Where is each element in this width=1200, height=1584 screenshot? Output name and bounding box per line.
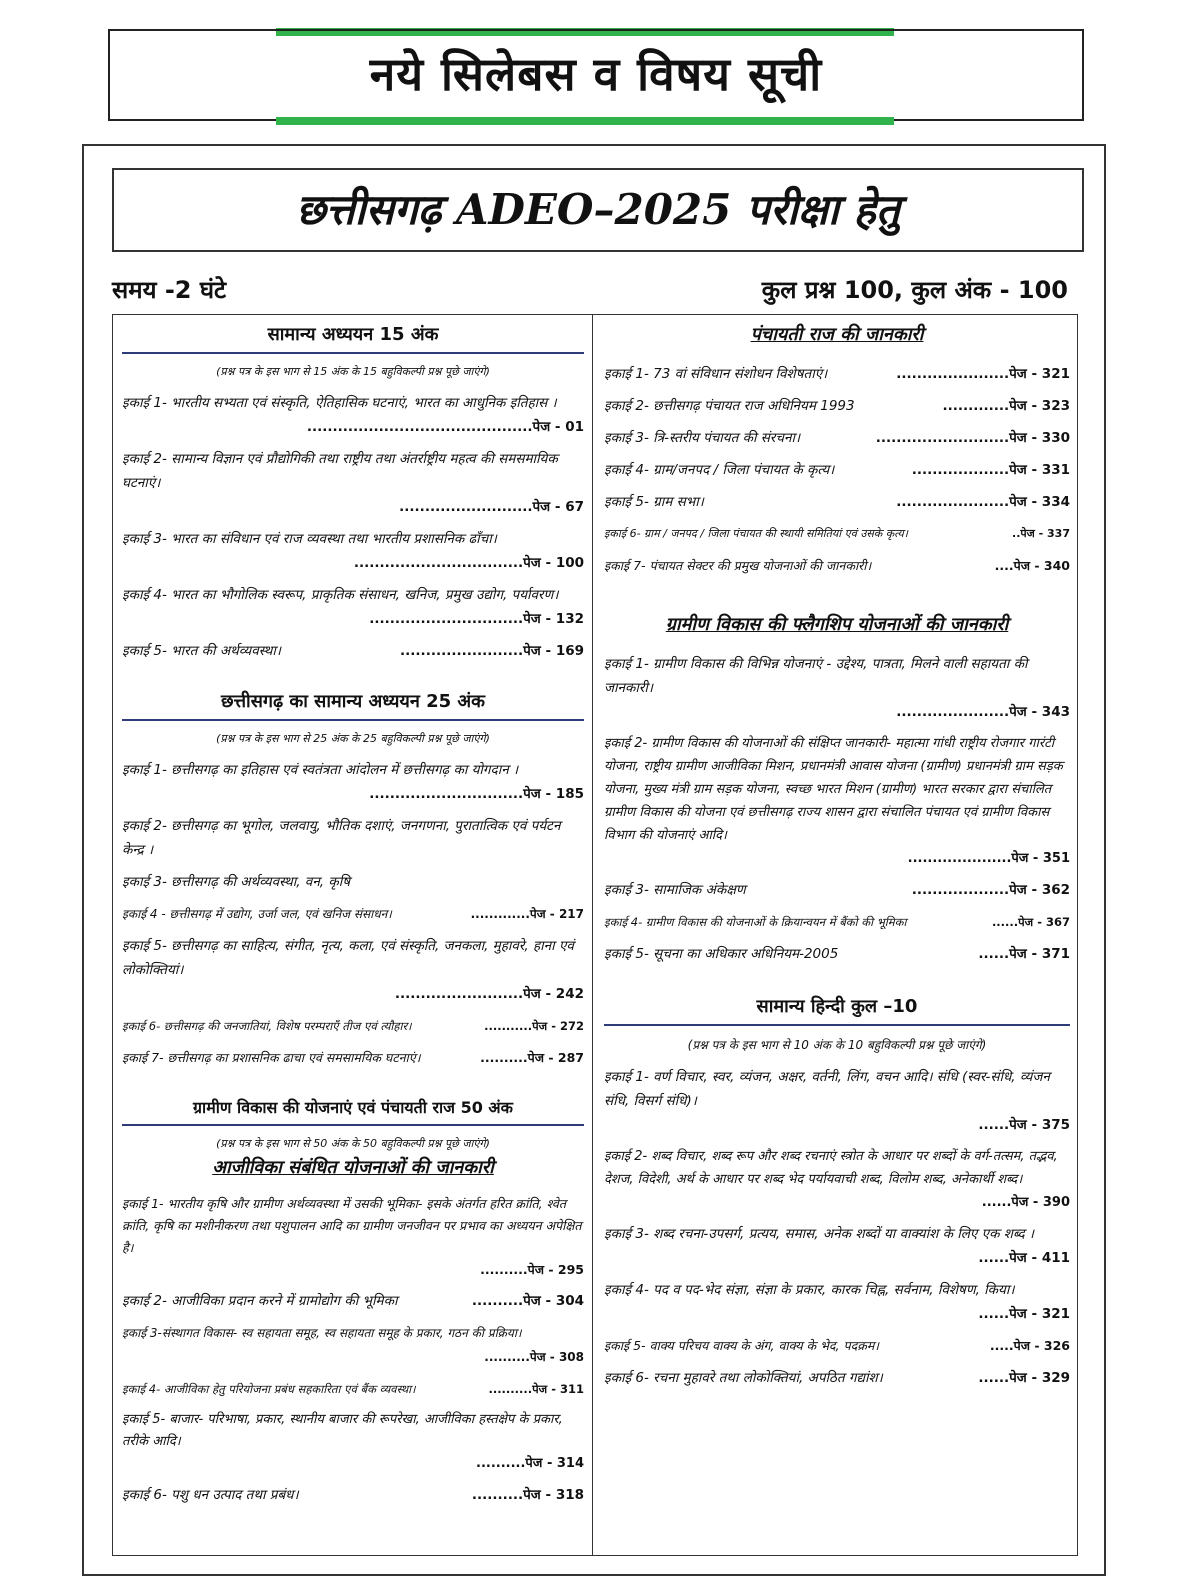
section-note: (प्रश्न पत्र के इस भाग से 25 अंक के 25 बहुविकल्पी प्रश्न पूछे जाएंगे): [216, 732, 490, 745]
right-column: [604, 322, 1070, 1398]
list-item: इकाई 6- पशु धन उत्पाद तथा प्रबंध। ..........पेज - 318: [122, 1487, 584, 1503]
list-item: इकाई 3- भारत का संविधान एवं राज व्यवस्था तथा भारतीय प्रशासनिक ढाँचा। .................................पेज - 100: [122, 531, 584, 571]
list-item: इकाई 4- भारत का भौगोलिक स्वरूप, प्राकृतिक संसाधन, खनिज, प्रमुख उद्योग, पर्यावरण। ..............................पेज - 132: [122, 587, 584, 627]
exam-title: छत्तीसगढ़ ADEO–2025 परीक्षा हेतु: [112, 168, 1084, 252]
exam-marks: कुल प्रश्न 100, कुल अंक - 100: [761, 276, 1068, 304]
column-divider: [592, 314, 593, 1556]
list-item: इकाई 5- भारत की अर्थव्यवस्था। ........................पेज - 169: [122, 643, 584, 659]
list-item: इकाई 7- छत्तीसगढ़ का प्रशासनिक ढाचा एवं समसामयिक घटनाएं। ..........पेज - 287: [122, 1050, 584, 1065]
list-item: इकाई 6- रचना मुहावरे तथा लोकोक्तियां, अपठित गद्यांश। ......पेज - 329: [604, 1370, 1070, 1386]
list-item: इकाई 1- वर्ण विचार, स्वर, व्यंजन, अक्षर, वर्तनी, लिंग, वचन आदि। संधि (स्वर-संधि, व्यंजन संधि, विसर्ग संधि)। ......पेज - 375: [604, 1069, 1070, 1133]
list-item: इकाई 6- छत्तीसगढ़ की जनजातियां, विशेष परम्पराएँ तीज एवं त्यौहार। ...........पेज - 272: [122, 1019, 584, 1033]
list-item: इकाई 3- छत्तीसगढ़ की अर्थव्यवस्था, वन, कृषि: [122, 874, 351, 890]
list-item: इकाई 1- ग्रामीण विकास की विभिन्न योजनाएं - उद्देश्य, पात्रता, मिलने वाली सहायता की जानकारी। ......................पेज - 343: [604, 656, 1070, 720]
section-title: छत्तीसगढ़ का सामान्य अध्ययन 25 अंक: [122, 689, 584, 721]
list-item: इकाई 2- शब्द विचार, शब्द रूप और शब्द रचनाएं स्त्रोत के आधार पर शब्दों के वर्ग-तत्सम, तद्भव, देशज, विदेशी, अर्थ के आधार पर शब्द भेद पर्यायवाची शब्द, विलोम शब्द, अनेकार्थी शब्द। ......पेज - 390: [604, 1149, 1070, 1210]
section-title: सामान्य अध्ययन 15 अंक: [122, 322, 584, 354]
list-item: इकाई 1- छत्तीसगढ़ का इतिहास एवं स्वतंत्रता आंदोलन में छत्तीसगढ़ का योगदान । ..............................पेज - 185: [122, 762, 584, 802]
list-item: इकाई 3-संस्थागत विकास- स्व सहायता समूह, स्व सहायता समूह के प्रकार, गठन की प्रक्रिया। ..........पेज - 308: [122, 1326, 584, 1364]
list-item: इकाई 4- आजीविका हेतु परियोजना प्रबंध सहकारिता एवं बैंक व्यवस्था। ..........पेज - 311: [122, 1382, 584, 1396]
section-note: (प्रश्न पत्र के इस भाग से 50 अंक के 50 बहुविकल्पी प्रश्न पूछे जाएंगे): [216, 1137, 490, 1150]
list-item: इकाई 2- छत्तीसगढ़ का भूगोल, जलवायु, भौतिक दशाएं, जनगणना, पुरातात्विक एवं पर्यटन केन्द्र ।: [122, 818, 561, 858]
left-column: [122, 322, 584, 1515]
list-item: इकाई 1- 73 वां संविधान संशोधन विशेषताएं। ......................पेज - 321: [604, 366, 1070, 382]
section-title: ग्रामीण विकास की योजनाएं एवं पंचायती राज 50 अंक: [122, 1096, 584, 1126]
header-bottom-accent: [276, 117, 894, 125]
section-note: (प्रश्न पत्र के इस भाग से 15 अंक के 15 बहुविकल्पी प्रश्न पूछे जाएंगे): [216, 365, 490, 378]
list-item: इकाई 4 - छत्तीसगढ़ में उद्योग, उर्जा जल, एवं खनिज संसाधन। .............पेज - 217: [122, 907, 584, 921]
list-item: इकाई 5- छत्तीसगढ़ का साहित्य, संगीत, नृत्य, कला, एवं संस्कृति, जनकला, मुहावरे, हाना एवं लोकोक्तियां। .........................पेज - 242: [122, 938, 584, 1002]
list-item: इकाई 2- आजीविका प्रदान करने में ग्रामोद्योग की भूमिका ..........पेज - 304: [122, 1293, 584, 1309]
list-item: इकाई 2- ग्रामीण विकास की योजनाओं की संक्षिप्त जानकारी- महात्मा गांधी राष्ट्रीय रोजगार गारंटी योजना, राष्ट्रीय ग्रामीण आजीविका मिशन, प्रधानमंत्री आवास योजना (ग्रामीण) प्रधानमंत्री ग्राम सड़क योजना, मुख्य मंत्री ग्राम सड़क योजना, स्वच्छ भारत मिशन (ग्रामीण) भारत सरकार द्वारा संचालित ग्रामीण विकास की योजना एवं छत्तीसगढ़ राज्य शासन द्वारा संचालित पंचायत एवं ग्रामीण विकास विभाग की योजनाएं आदि। .....................पेज - 351: [604, 736, 1070, 866]
list-item: इकाई 1- भारतीय कृषि और ग्रामीण अर्थव्यवस्था में उसकी भूमिका- इसके अंतर्गत हरित क्रांति, श्वेत क्रांति, कृषि का मशीनीकरण तथा पशुपालन आदि का ग्रामीण जनजीवन पर प्रभाव का अध्ययन अपेक्षित है। ..........पेज - 295: [122, 1196, 584, 1277]
list-item: इकाई 4- ग्राम/जनपद / जिला पंचायत के कृत्य। ...................पेज - 331: [604, 462, 1070, 478]
list-item: इकाई 3- त्रि-स्तरीय पंचायत की संरचना। ..........................पेज - 330: [604, 430, 1070, 446]
list-item: इकाई 6- ग्राम / जनपद / जिला पंचायत की स्थायी समितियां एवं उसके कृत्य। ..पेज - 337: [604, 527, 1070, 540]
list-item: इकाई 2- सामान्य विज्ञान एवं प्रौद्योगिकी तथा राष्ट्रीय तथा अंतर्राष्ट्रीय महत्व की समसमायिक घटनाएं। ..........................पेज - 67: [122, 451, 584, 515]
section-title: सामान्य हिन्दी कुल –10: [604, 994, 1070, 1026]
list-item: इकाई 5- बाजार- परिभाषा, प्रकार, स्थानीय बाजार की रूपरेखा, आजीविका हस्तक्षेप के प्रकार, तरीके आदि। ..........पेज - 314: [122, 1412, 584, 1471]
list-item: इकाई 4- ग्रामीण विकास की योजनाओं के क्रियान्वयन में बैंको की भूमिका ......पेज - 367: [604, 915, 1070, 929]
list-item: इकाई 3- शब्द रचना-उपसर्ग, प्रत्यय, समास, अनेक शब्दों या वाक्यांश के लिए एक शब्द । ......पेज - 411: [604, 1226, 1070, 1266]
page-title: नये सिलेबस व विषय सूची: [369, 47, 823, 101]
section-subtitle: आजीविका संबंधित योजनाओं की जानकारी: [212, 1157, 494, 1178]
section-title: ग्रामीण विकास की फ्लैगशिप योजनाओं की जानकारी: [665, 614, 1009, 635]
list-item: इकाई 4- पद व पद-भेद संज्ञा, संज्ञा के प्रकार, कारक चिह्न, सर्वनाम, विशेषण, किया। ......पेज - 321: [604, 1282, 1070, 1322]
list-item: इकाई 5- ग्राम सभा। ......................पेज - 334: [604, 494, 1070, 510]
list-item: इकाई 3- सामाजिक अंकेक्षण ...................पेज - 362: [604, 882, 1070, 898]
list-item: इकाई 5- सूचना का अधिकार अधिनियम-2005 ......पेज - 371: [604, 946, 1070, 962]
list-item: इकाई 5- वाक्य परिचय वाक्य के अंग, वाक्य के भेद, पदक्रम। .....पेज - 326: [604, 1338, 1070, 1353]
list-item: इकाई 7- पंचायत सेक्टर की प्रमुख योजनाओं की जानकारी। ....पेज - 340: [604, 558, 1070, 573]
exam-time: समय -2 घंटे: [112, 276, 227, 304]
list-item: इकाई 1- भारतीय सभ्यता एवं संस्कृति, ऐतिहासिक घटनाएं, भारत का आधुनिक इतिहास । ............................................पेज - 01: [122, 395, 584, 435]
list-item: इकाई 2- छत्तीसगढ़ पंचायत राज अधिनियम 1993 .............पेज - 323: [604, 398, 1070, 414]
section-title: पंचायती राज की जानकारी: [750, 324, 924, 345]
section-note: (प्रश्न पत्र के इस भाग से 10 अंक के 10 बहुविकल्पी प्रश्न पूछे जाएंगे): [687, 1038, 987, 1052]
